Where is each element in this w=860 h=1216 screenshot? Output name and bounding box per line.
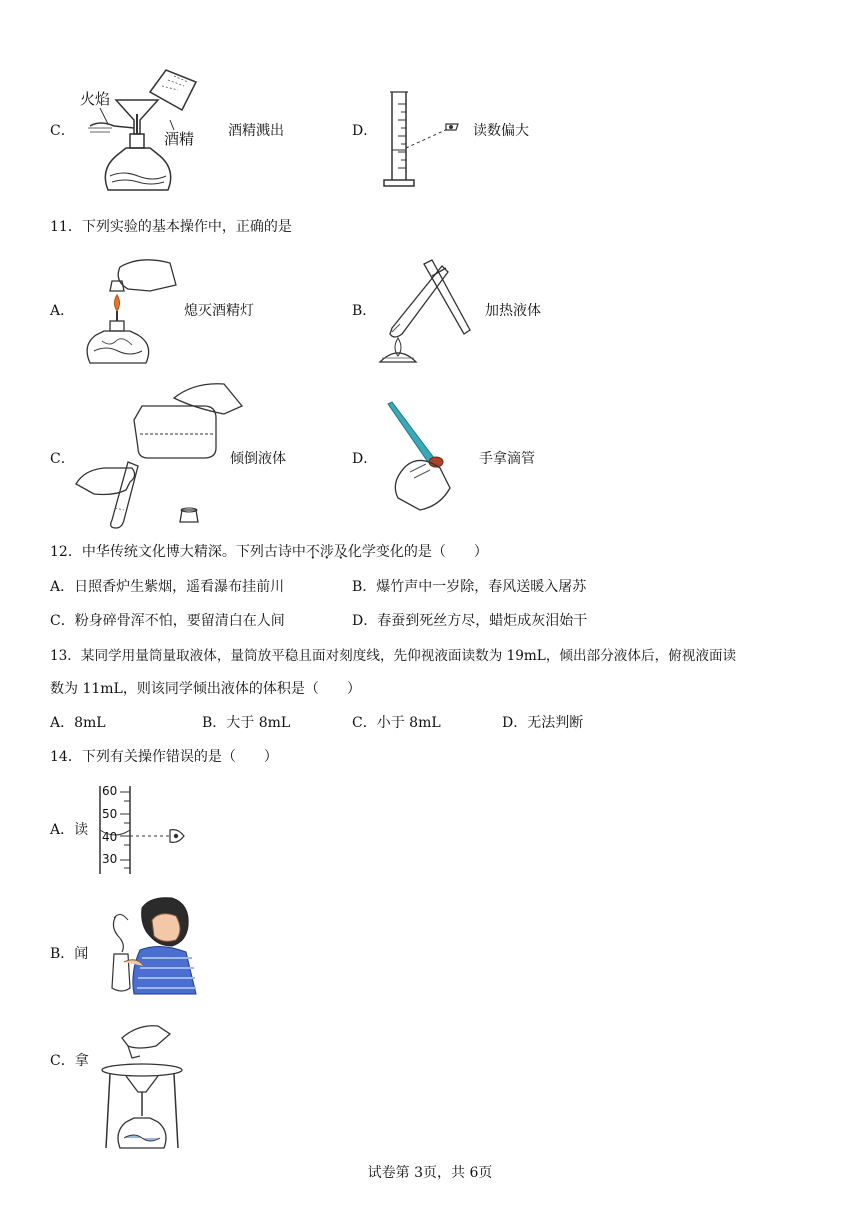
q12-option-b: B．爆竹声中一岁除，春风送暖入屠苏	[352, 579, 587, 595]
lamp-tripod-hand-illustration	[98, 1020, 188, 1152]
q10-option-d-letter: D．	[352, 123, 378, 139]
pouring-liquid-illustration	[74, 378, 244, 528]
q10-c-figure	[78, 70, 218, 195]
smelling-gas-illustration	[100, 896, 200, 996]
q14-stem: 14．下列有关操作错误的是（ ）	[50, 749, 278, 765]
alcohol-label: 酒精	[164, 130, 195, 148]
tick-label: 50	[102, 807, 118, 821]
q11-option-a-note: 熄灭酒精灯	[184, 303, 254, 319]
q11-option-c-note: 倾倒液体	[230, 451, 286, 467]
q14-b-figure	[100, 896, 200, 996]
q12-emphasis-char: 涉	[319, 544, 334, 560]
q11-c-figure	[74, 378, 244, 528]
q13-option-a: A．8mL	[50, 715, 106, 731]
q14-option-c-label: C．拿	[50, 1053, 89, 1069]
q11-option-c-letter: C．	[50, 451, 75, 467]
extinguish-lamp-illustration	[80, 255, 180, 370]
q12-stem-pre: 12．中华传统文化博大精深。下列古诗中	[50, 544, 306, 560]
q11-option-b-letter: B．	[352, 303, 377, 319]
q14-a-figure	[96, 784, 196, 876]
q13-stem-line1: 13．某同学用量筒量取液体，量筒放平稳且面对刻度线，先仰视液面读数为 19mL，倾出部分液体后，俯视液面读	[50, 648, 737, 664]
q12-option-d: D．春蚕到死丝方尽，蜡炬成灰泪始干	[352, 613, 588, 629]
q13-option-d: D．无法判断	[502, 715, 584, 731]
q14-c-figure	[98, 1020, 188, 1152]
q11-b-figure	[372, 258, 482, 368]
tick-label: 30	[102, 852, 118, 866]
q14-option-a-label: A．读	[50, 822, 89, 838]
q12-emphasis-char: 不	[305, 544, 320, 560]
q11-d-figure	[380, 402, 480, 512]
q10-d-figure	[380, 90, 470, 190]
q11-option-d-letter: D．	[352, 451, 378, 467]
q12-option-c: C．粉身碎骨浑不怕，要留清白在人间	[50, 613, 285, 629]
q12-option-a: A．日照香炉生紫烟，遥看瀑布挂前川	[50, 579, 285, 595]
q13-option-c: C．小于 8mL	[352, 715, 441, 731]
q11-a-figure	[80, 255, 180, 370]
tick-label: 60	[102, 784, 118, 798]
flame-label: 火焰	[80, 90, 111, 108]
q14-option-b-label: B．闻	[50, 946, 89, 962]
q13-stem-line2: 数为 11mL，则该同学倾出液体的体积是（ ）	[50, 681, 361, 697]
dropper-hand-illustration	[380, 402, 480, 512]
q13-option-b: B．大于 8mL	[202, 715, 291, 731]
q10-option-c-note: 酒精溅出	[228, 123, 284, 139]
q10-option-c-letter: C．	[50, 123, 75, 139]
q11-option-d-note: 手拿滴管	[479, 451, 535, 467]
heating-test-tube-illustration	[372, 258, 482, 368]
q12-stem	[50, 541, 488, 563]
graduated-cylinder-illustration	[380, 90, 470, 190]
tick-label: 40	[102, 830, 118, 844]
q12-stem-post: 化学变化的是（ ）	[347, 544, 488, 560]
page-footer: 试卷第 3页，共 6页	[367, 1165, 493, 1181]
q10-option-d-note: 读数偏大	[473, 123, 529, 139]
q11-option-b-note: 加热液体	[485, 303, 541, 319]
q12-emphasis-char: 及	[333, 544, 348, 560]
q11-option-a-letter: A．	[50, 303, 75, 319]
q11-stem: 11．下列实验的基本操作中，正确的是	[50, 219, 292, 235]
